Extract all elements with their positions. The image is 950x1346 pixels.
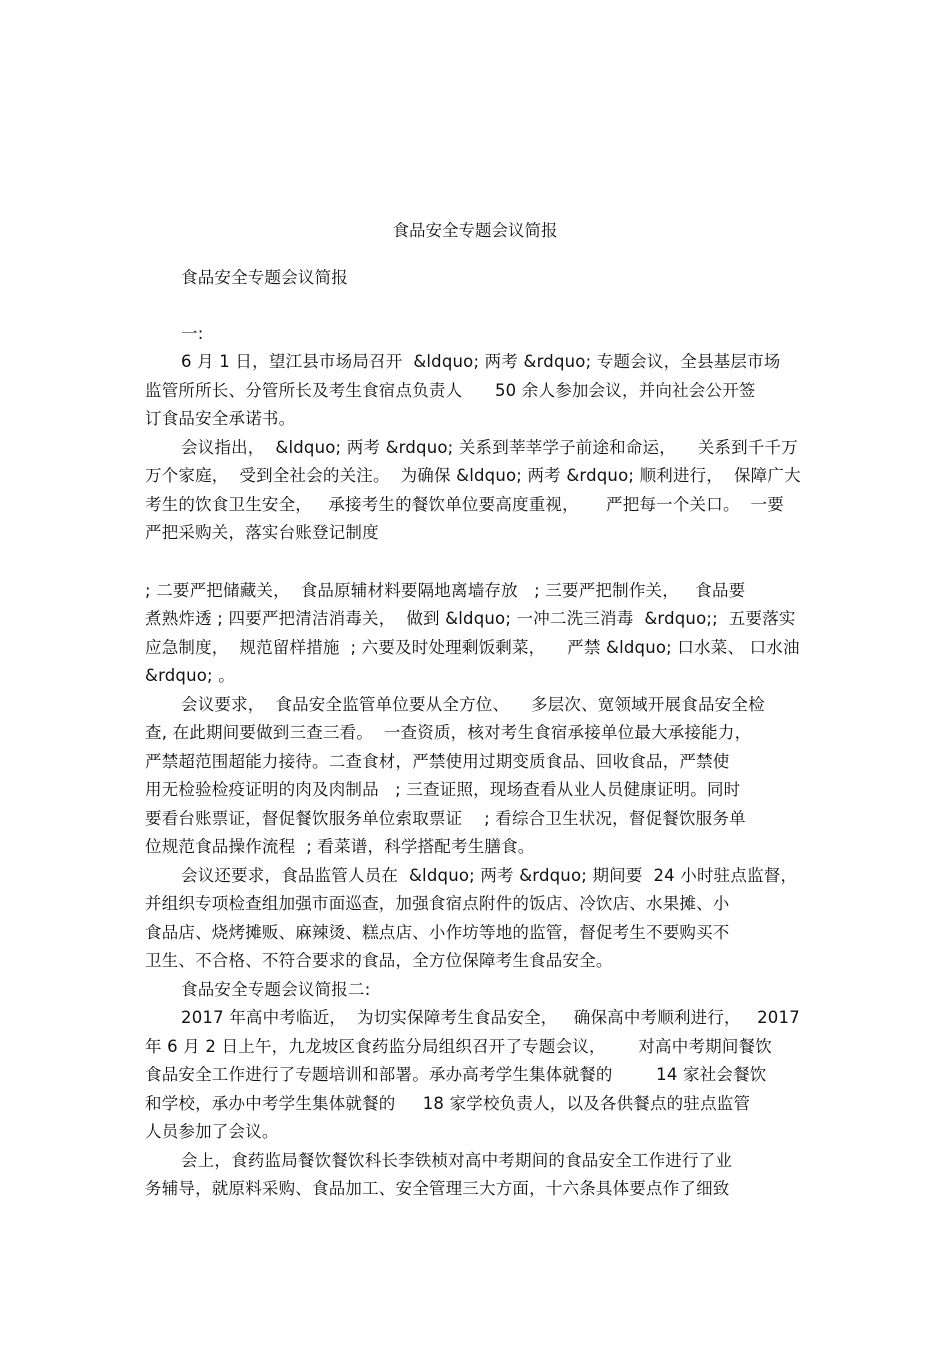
paragraph-line: 会议还要求，食品监管人员在 &ldquo; 两考 &rdquo; 期间要 24 小时驻点监督， xyxy=(181,866,798,885)
document-title: 食品安全专题会议简报 xyxy=(392,221,558,240)
subtitle-line: 食品安全专题会议简报 xyxy=(181,268,348,287)
paragraph-line: 会上，食药监局餐饮餐饮科长李铁桢对高中考期间的食品安全工作进行了业 xyxy=(181,1151,733,1170)
paragraph-line: 订食品安全承诺书。 xyxy=(145,409,296,428)
paragraph-line: 会议指出， &ldquo; 两考 &rdquo; 关系到莘莘学子前途和命运， 关系到千千万 xyxy=(181,438,798,457)
paragraph-line: 食品店、烧烤摊贩、麻辣烫、糕点店、小作坊等地的监管，督促考生不要购买不 xyxy=(145,923,730,942)
paragraph-line: 煮熟炸透 ; 四要严把清洁消毒关， 做到 &ldquo; 一冲二洗三消毒 &rdquo;; 五要落实 xyxy=(145,609,796,628)
paragraph-line: 查, 在此期间要做到三查三看。 一查资质，核对考生食宿承接单位最大承接能力， xyxy=(145,723,752,742)
paragraph-line: 应急制度， 规范留样措施 ; 六要及时处理剩饭剩菜， 严禁 &ldquo; 口水菜、 口水油 xyxy=(145,638,800,657)
paragraph-line: &rdquo; 。 xyxy=(145,666,235,685)
paragraph-line: 6 月 1 日，望江县市场局召开 &ldquo; 两考 &rdquo; 专题会议，全县基层市场 xyxy=(181,352,781,371)
paragraph-line: 会议要求， 食品安全监管单位要从全方位、 多层次、宽领域开展食品安全检 xyxy=(181,695,765,714)
paragraph-line: 严禁超范围超能力接待。二查食材，严禁使用过期变质食品、回收食品，严禁使 xyxy=(145,752,730,771)
paragraph-line: 人员参加了会议。 xyxy=(145,1122,279,1141)
paragraph-line: 万个家庭， 受到全社会的关注。 为确保 &ldquo; 两考 &rdquo; 顺利进行， 保障广大 xyxy=(145,466,801,485)
paragraph-line: 年 6 月 2 日上午，九龙坡区食药监分局组织召开了专题会议， 对高中考期间餐饮 xyxy=(145,1037,772,1056)
paragraph-line: 位规范食品操作流程 ; 看菜谱，科学搭配考生膳食。 xyxy=(145,837,535,856)
section-one-heading: 一: xyxy=(181,324,204,343)
paragraph-line: 考生的饮食卫生安全， 承接考生的餐饮单位要高度重视， 严把每一个关口。 一要 xyxy=(145,495,784,514)
paragraph-line: 并组织专项检查组加强市面巡查，加强食宿点附件的饭店、冷饮店、水果摊、小 xyxy=(145,894,730,913)
paragraph-line: 务辅导，就原料采购、食品加工、安全管理三大方面，十六条具体要点作了细致 xyxy=(145,1179,730,1198)
paragraph-line: ; 二要严把储藏关， 食品原辅材料要隔地离墙存放 ; 三要严把制作关， 食品要 xyxy=(145,581,746,600)
paragraph-line: 2017 年高中考临近， 为切实保障考生食品安全， 确保高中考顺利进行， 2017 xyxy=(181,1008,800,1027)
paragraph-line: 用无检验检疫证明的肉及肉制品 ; 三查证照，现场查看从业人员健康证明。同时 xyxy=(145,780,741,799)
section-two-heading: 食品安全专题会议简报二: xyxy=(181,980,371,999)
paragraph-line: 要看台账票证，督促餐饮服务单位索取票证 ; 看综合卫生状况，督促餐饮服务单 xyxy=(145,809,746,828)
paragraph-line: 卫生、不合格、不符合要求的食品，全方位保障考生食品安全。 xyxy=(145,951,613,970)
paragraph-line: 和学校，承办中考学生集体就餐的 18 家学校负责人，以及各供餐点的驻点监管 xyxy=(145,1094,751,1113)
paragraph-line: 食品安全工作进行了专题培训和部署。承办高考学生集体就餐的 14 家社会餐饮 xyxy=(145,1065,767,1084)
paragraph-line: 监管所所长、分管所长及考生食宿点负责人 50 余人参加会议，并向社会公开签 xyxy=(145,381,756,400)
paragraph-line: 严把采购关，落实台账登记制度 xyxy=(145,523,379,542)
